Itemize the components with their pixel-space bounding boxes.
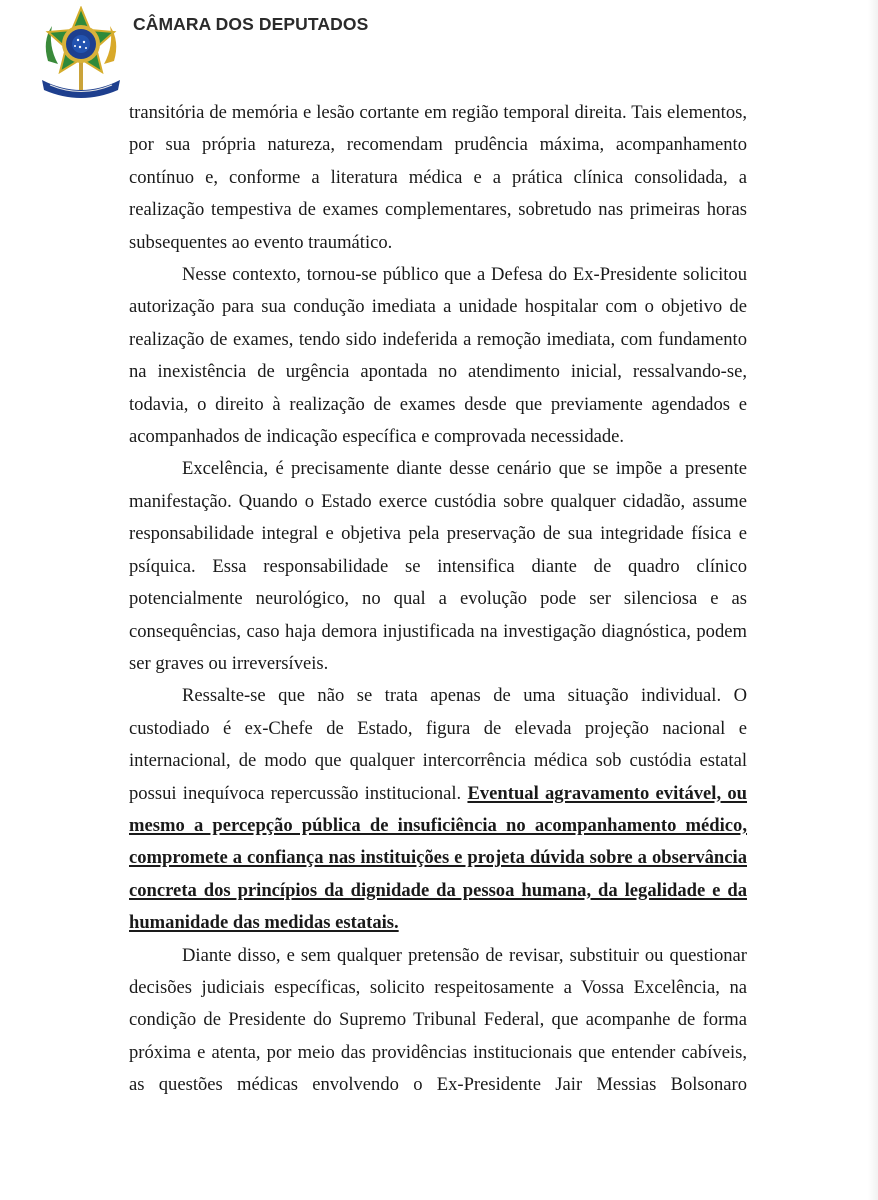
paragraph-2: Nesse contexto, tornou-se público que a Defesa do Ex-Presidente solicitou autorização para sua condução imediata a unidade hospitalar com o objetivo de realização de exames, tendo sido indeferida a remoção imediata, com fundamento na inexistência de urgência apontada no atendimento inicial, ressalvando-se, todavia, o direito à realização de exames desde que previamente agendados e acompanhados de indicação específica e comprovada necessidade.	[129, 264, 747, 448]
brazil-coat-of-arms-icon	[38, 6, 124, 104]
paragraph-4	[129, 680, 747, 939]
paragraph-1: transitória de memória e lesão cortante em região temporal direita. Tais elementos, por sua própria natureza, recomendam prudência máxima, acompanhamento contínuo e, conforme a literatura médica e a prática clínica consolidada, a realização tempestiva de exames complementares, sobretudo nas primeiras horas subsequentes ao evento traumático.	[129, 102, 747, 253]
page-edge-shadow	[868, 0, 878, 1200]
document-header	[0, 0, 878, 100]
paragraph-4-text: Ressalte-se que não se trata apenas de uma situação individual. O custodiado é ex-Chefe de Estado, figura de elevada projeção nacional e internacional, de modo que qualquer intercorrência médica sob custódia estatal possui inequívoca repercussão institucional.	[129, 685, 747, 804]
chamber-name: CÂMARA DOS DEPUTADOS	[133, 14, 369, 34]
document-body	[129, 97, 747, 1102]
paragraph-3: Excelência, é precisamente diante desse cenário que se impõe a presente manifestação. Quando o Estado exerce custódia sobre qualquer cidadão, assume responsabilidade integral e objetiva pela preservação de sua integridade física e psíquica. Essa responsabilidade se intensifica diante de quadro clínico potencialmente neurológico, no qual a evolução pode ser silenciosa e as consequências, caso haja demora injustificada na investigação diagnóstica, podem ser graves ou irreversíveis.	[129, 458, 747, 674]
paragraph-5: Diante disso, e sem qualquer pretensão de revisar, substituir ou questionar decisões judiciais específicas, solicito respeitosamente a Vossa Excelência, na condição de Presidente do Supremo Tribunal Federal, que acompanhe de forma próxima e atenta, por meio das providências institucionais que entender cabíveis, as questões médicas envolvendo o Ex-Presidente Jair Messias Bolsonaro	[129, 944, 747, 1096]
paragraph-4-emphasis: Eventual agravamento evitável, ou mesmo a percepção pública de insuficiência no acompanhamento médico, compromete a confiança nas instituições e projeta dúvida sobre a observância concreta dos princípios da dignidade da pessoa humana, da legalidade e da humanidade das medidas estatais.	[129, 782, 748, 934]
